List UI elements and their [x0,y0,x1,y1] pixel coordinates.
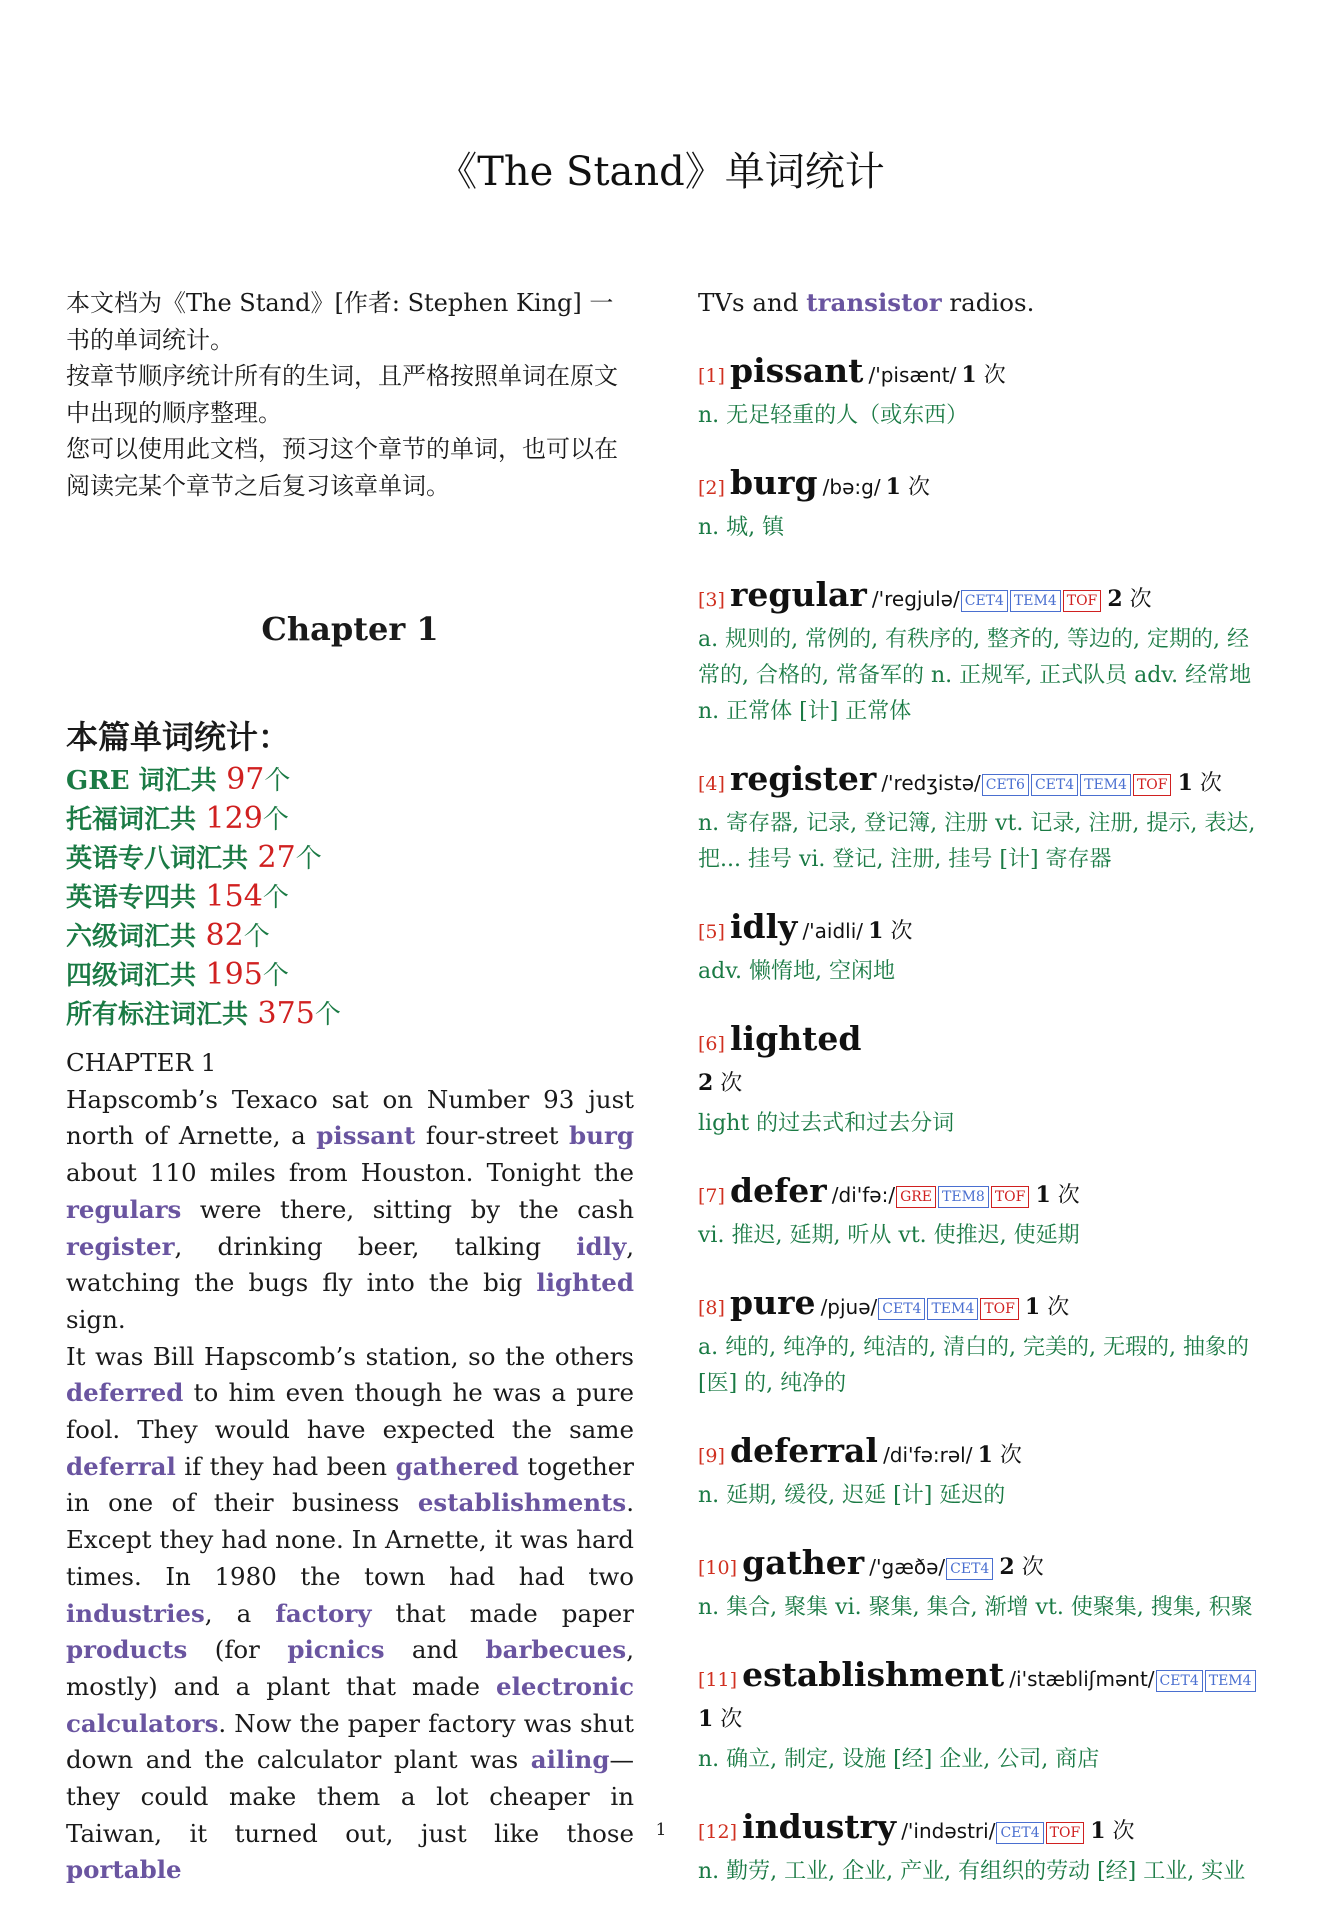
vocab-tag: TEM4 [1205,1670,1256,1692]
vocab-entry [698,464,1270,546]
vocab-highlight: picnics [287,1635,385,1665]
stat-label: GRE 词汇共 [66,766,217,796]
stat-unit: 个 [243,922,270,952]
vocab-highlight: gathered [395,1451,519,1481]
vocab-tag: CET4 [961,590,1008,612]
vocab-count-number: 1 [868,917,884,944]
vocab-word: burg [730,462,818,502]
stat-line [66,995,634,1034]
stat-line [66,878,634,917]
vocab-highlight: portable [66,1855,182,1885]
vocab-count [886,475,930,500]
vocab-entry-head [698,464,1270,508]
vocab-definition: n. 城, 镇 [698,514,785,540]
vocab-word: defer [730,1170,827,1210]
vocab-count-suffix: 次 [976,362,1006,388]
vocab-definition: n. 集合, 聚集 vi. 聚集, 集合, 渐增 vt. 使聚集, 搜集, 积聚 [698,1594,1253,1620]
vocab-highlight: transistor [806,288,942,317]
vocab-count-number: 1 [885,473,901,500]
vocab-word: pure [730,1282,816,1322]
vocab-entry-head [698,576,1270,620]
stat-unit: 个 [262,961,289,991]
vocab-index: [7] [698,1184,725,1207]
vocab-count [1035,1183,1079,1208]
vocab-entry [698,1432,1270,1514]
stat-unit: 个 [264,766,291,796]
vocab-count-suffix: 次 [1040,1294,1070,1320]
stat-line [66,839,634,878]
paragraph: It was Bill Hapscomb’s station, so the others deferred to him even though he was a pure fool. They would have expected the same deferral if they had been gathered together in one of their business establishments. Except they had none. In Arnette, it was hard times. In 1980 the town had had two industries, a factory that made paper products (for picnics and barbecues, mostly) and a plant that made electronic calculators. Now the paper factory was shut down and the calculator plant was ailing—they could make them a lot cheaper in Taiwan, it turned out, just like those portable [66,1341,634,1885]
vocab-tag: TOF [991,1186,1030,1208]
vocab-highlight: ailing [530,1745,610,1775]
vocab-highlight: register [66,1231,175,1261]
vocab-count-number: 2 [999,1553,1015,1580]
chapter-body [66,1045,634,1889]
stat-label: 四级词汇共 [66,961,197,991]
vocab-count-number: 1 [698,1705,714,1732]
vocab-index: [2] [698,476,725,499]
vocab-count-number: 1 [1177,769,1193,796]
vocab-word: pissant [730,350,864,390]
page-number: 1 [655,1820,667,1840]
stat-label: 托福词汇共 [66,805,197,835]
vocab-count-suffix: 次 [883,918,913,944]
vocab-index: [1] [698,364,725,387]
vocab-count-suffix: 次 [1014,1554,1044,1580]
vocab-highlight: idly [576,1231,627,1261]
vocab-highlight: lighted [536,1268,634,1298]
intro-line: 您可以使用此文档，预习这个章节的单词，也可以在阅读完某个章节之后复习该章单词。 [66,435,618,500]
vocab-index: [5] [698,920,725,943]
vocab-ipa: /bə:g/ [822,474,881,499]
stat-count: 129 [196,801,263,836]
vocab-word: register [730,758,877,798]
stat-label: 所有标注词汇共 [66,1000,249,1030]
stat-line [66,800,634,839]
stat-unit: 个 [295,844,322,874]
stat-label: 英语专四共 [66,883,197,913]
vocab-definition: vi. 推迟, 延期, 听从 vt. 使推迟, 使延期 [698,1222,1080,1248]
vocab-count-suffix: 次 [1050,1182,1080,1208]
vocab-word: deferral [730,1430,878,1470]
vocab-entry [698,352,1270,434]
vocab-entry-head [698,1020,1270,1104]
vocab-entry [698,576,1270,730]
stat-unit: 个 [314,1000,341,1030]
vocab-count [1178,771,1222,796]
vocab-count-number: 1 [1090,1817,1106,1844]
vocab-count-suffix: 次 [713,1706,743,1732]
stat-unit: 个 [262,883,289,913]
vocab-entry [698,1172,1270,1254]
vocab-highlight: electronic calculators [66,1671,634,1738]
vocab-highlight: industries [66,1598,205,1628]
intro-line: 按章节顺序统计所有的生词，且严格按照单词在原文中出现的顺序整理。 [66,362,618,427]
vocab-definition: light 的过去式和过去分词 [698,1110,955,1136]
vocab-word: establishment [742,1654,1005,1694]
vocab-count [1107,587,1151,612]
vocab-word: lighted [730,1018,862,1058]
vocab-count-number: 2 [698,1069,714,1096]
vocab-entry-head [698,1656,1270,1740]
intro [66,285,634,504]
vocab-count [698,1071,742,1096]
left-column [66,285,634,1885]
vocab-definition: a. 规则的, 常例的, 有秩序的, 整齐的, 等边的, 定期的, 经常的, 合格的, 常备军的 n. 正规军, 正式队员 adv. 经常地 n. 正常体 [计] 正常体 [698,626,1252,724]
stat-unit: 个 [262,805,289,835]
vocab-entry [698,908,1270,990]
vocab-ipa: /'gæðə/ [869,1554,946,1579]
vocab-ipa: /'pisænt/ [868,362,957,387]
vocab-index: [3] [698,588,725,611]
vocab-count [1025,1295,1069,1320]
vocab-ipa: /di'fə:rəl/ [883,1442,973,1467]
vocab-ipa: /'aidli/ [802,918,864,943]
vocab-tag: TOF [1133,774,1172,796]
vocab-list [698,352,1270,1890]
vocab-definition: n. 确立, 制定, 设施 [经] 企业, 公司, 商店 [698,1746,1100,1772]
vocab-tag: CET4 [996,1822,1043,1844]
vocab-count-suffix: 次 [713,1070,743,1096]
chapter-heading: Chapter 1 [261,610,439,648]
vocab-tag: TOF [1063,590,1102,612]
vocab-count-number: 1 [1024,1293,1041,1320]
stat-lines [66,761,634,1034]
vocab-entry [698,1544,1270,1626]
stat-label: 英语专八词汇共 [66,844,249,874]
vocab-index: [4] [698,772,725,795]
vocab-entry-head [698,1544,1270,1588]
right-column [698,285,1270,1920]
vocab-count-number: 1 [961,361,977,388]
stat-count: 82 [196,918,244,953]
vocab-highlight: establishments [417,1488,627,1518]
page-title: 《The Stand》单词统计 [437,149,885,195]
intro-line: 本文档为《The Stand》[作者: Stephen King] 一书的单词统计。 [66,289,614,354]
vocab-index: [11] [698,1668,738,1691]
vocab-highlight: burg [569,1121,634,1151]
vocab-count-suffix: 次 [992,1442,1022,1468]
vocab-ipa: /'redʒistə/ [881,770,981,795]
vocab-entry-head [698,760,1270,804]
stat-line [66,917,634,956]
vocab-tag: CET4 [1031,774,1078,796]
vocab-count-suffix: 次 [1192,770,1222,796]
vocab-tag: TOF [980,1298,1019,1320]
vocab-entry-head [698,352,1270,396]
vocab-ipa: /'indəstri/ [901,1818,996,1843]
stat-count: 97 [216,762,265,797]
vocab-highlight: pissant [316,1121,416,1151]
stats-title: 本篇单词统计： [66,718,291,756]
vocab-word: regular [730,574,867,614]
stat-count: 154 [196,879,263,914]
vocab-ipa: /i'stæbliʃmənt/ [1009,1666,1155,1691]
vocab-highlight: barbecues [485,1635,627,1665]
vocab-entry-head [698,1172,1270,1216]
vocab-definition: n. 寄存器, 记录, 登记簿, 注册 vt. 记录, 注册, 提示, 表达, 把... 挂号 vi. 登记, 注册, 挂号 [计] 寄存器 [698,810,1256,872]
vocab-definition: n. 无足轻重的人（或东西） [698,402,969,428]
stat-line [66,761,634,800]
stat-label: 六级词汇共 [66,922,197,952]
vocab-ipa: /'regjulə/ [871,586,960,611]
vocab-definition: adv. 懒惰地, 空闲地 [698,958,895,984]
vocab-ipa: /pjuə/ [820,1294,878,1319]
vocab-tag: CET4 [1156,1670,1203,1692]
stat-count: 27 [248,840,296,875]
vocab-tag: TEM4 [927,1298,978,1320]
vocab-index: [12] [698,1820,738,1843]
vocab-highlight: regulars [66,1194,182,1224]
vocab-entry-head [698,1284,1270,1328]
vocab-tag: TEM8 [938,1186,989,1208]
vocab-count [698,1707,742,1732]
vocab-count-suffix: 次 [900,474,930,500]
vocab-ipa: /di'fə:/ [831,1182,896,1207]
chapter-label: CHAPTER 1 [66,1048,217,1077]
vocab-index: [10] [698,1556,738,1579]
vocab-count [868,919,912,944]
vocab-tag: TEM4 [1080,774,1131,796]
stat-line [66,956,634,995]
vocab-tag: CET6 [982,774,1029,796]
vocab-highlight: deferred [66,1378,184,1408]
vocab-count [999,1555,1043,1580]
vocab-highlight: products [66,1635,188,1665]
vocab-word: gather [742,1542,865,1582]
vocab-word: industry [742,1806,897,1846]
vocab-index: [8] [698,1296,725,1319]
vocab-count [978,1443,1022,1468]
vocab-entry [698,1020,1270,1142]
vocab-count [961,363,1005,388]
vocab-entry-head [698,908,1270,952]
vocab-word: idly [730,906,798,946]
vocab-definition: n. 勤劳, 工业, 企业, 产业, 有组织的劳动 [经] 工业, 实业 [698,1858,1246,1884]
vocab-highlight: factory [275,1598,372,1628]
vocab-definition: a. 纯的, 纯净的, 纯洁的, 清白的, 完美的, 无瑕的, 抽象的 [医] 的, 纯净的 [698,1334,1250,1396]
stat-count: 195 [196,957,263,992]
vocab-tag: TEM4 [1010,590,1061,612]
paragraph-continuation: TVs and transistor radios. [698,288,1035,317]
word-stats [66,715,634,1034]
vocab-tag: GRE [896,1186,936,1208]
vocab-entry-head [698,1432,1270,1476]
vocab-count-suffix: 次 [1105,1818,1135,1844]
vocab-entry [698,760,1270,878]
vocab-count-number: 1 [977,1441,993,1468]
vocab-count-number: 2 [1107,585,1123,612]
vocab-entry [698,1656,1270,1778]
vocab-tag: TOF [1046,1822,1085,1844]
vocab-definition: n. 延期, 缓役, 迟延 [计] 延迟的 [698,1482,1006,1508]
stat-count: 375 [248,996,315,1031]
vocab-count-number: 1 [1035,1181,1051,1208]
vocab-index: [6] [698,1032,725,1055]
vocab-entry [698,1284,1270,1402]
vocab-tag: CET4 [878,1298,925,1320]
vocab-highlight: deferral [66,1451,176,1481]
vocab-index: [9] [698,1444,725,1467]
vocab-tag: CET4 [946,1558,993,1580]
vocab-count-suffix: 次 [1122,586,1152,612]
paragraph: Hapscomb’s Texaco sat on Number 93 just north of Arnette, a pissant four-street burg about 110 miles from Houston. Tonight the regulars were there, sitting by the cash register, drinking beer, talking idly, watching the bugs fly into the big lighted sign. [66,1084,634,1334]
